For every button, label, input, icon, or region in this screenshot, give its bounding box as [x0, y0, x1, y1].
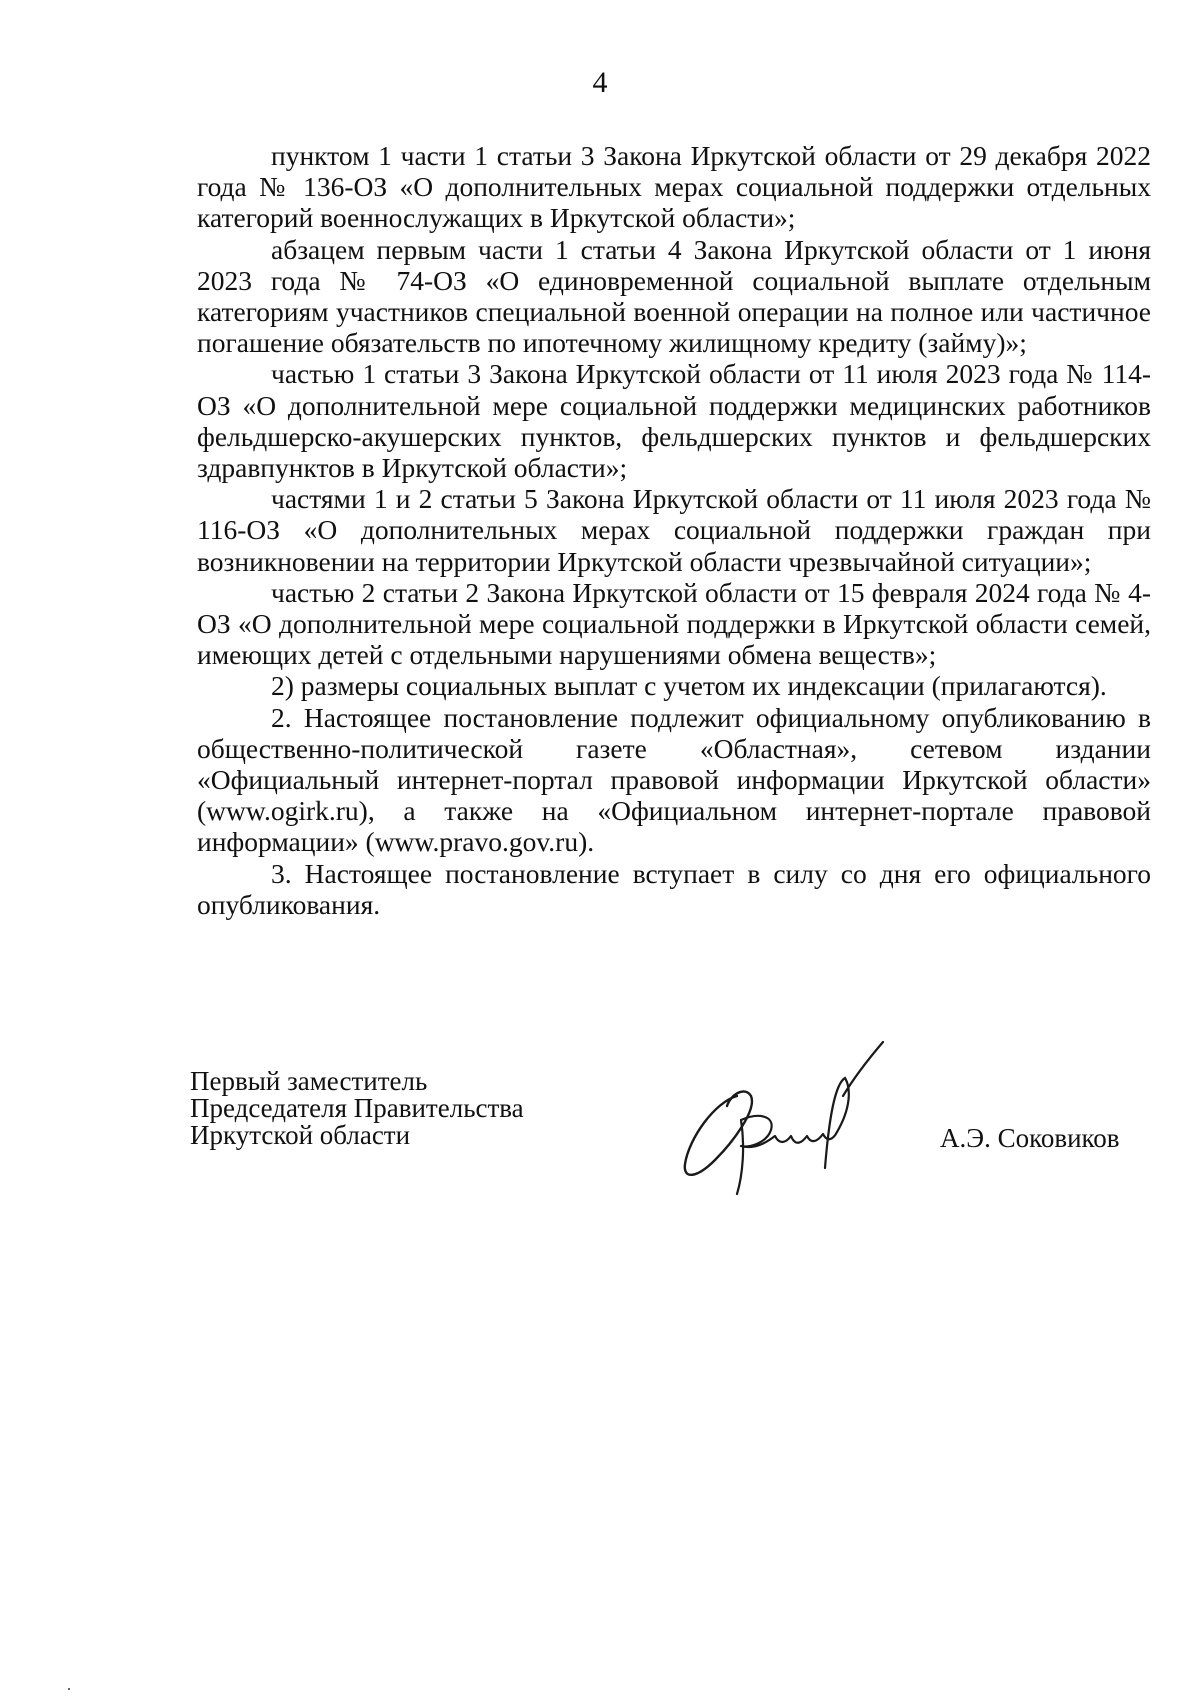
position-line: Иркутской области: [190, 1120, 411, 1150]
paragraph: пунктом 1 части 1 статьи 3 Закона Иркутской области от 29 декабря 2022 года № 136-ОЗ «О дополнительных мерах социальной поддержки отдельных категорий военнослужащих в Иркутской области»;: [197, 140, 1151, 234]
handwritten-signature: [675, 1038, 915, 1198]
scan-artifact-dot: [68, 1688, 70, 1690]
paragraph: частью 2 статьи 2 Закона Иркутской области от 15 февраля 2024 года № 4-ОЗ «О дополнительной мере социальной поддержки в Иркутской области семей, имеющих детей с отдельными нарушениями обмена веществ»;: [197, 576, 1151, 671]
paragraph: 3. Настоящее постановление вступает в силу со дня его официального опубликования.: [197, 857, 1151, 920]
signer-name: А.Э. Соковиков: [940, 1123, 1120, 1153]
paragraph: 2. Настоящее постановление подлежит официальному опубликованию в общественно-политической газете «Областная», сетевом издании «Официальный интернет-портал правовой информации Иркутской области» (www.ogirk.ru), а также на «Официальном интернет-портале правовой информации» (www.pravo.gov.ru).: [197, 701, 1151, 858]
body-text: [197, 140, 1151, 920]
position-line: Первый заместитель: [190, 1066, 428, 1096]
paragraph: абзацем первым части 1 статьи 4 Закона Иркутской области от 1 июня 2023 года № 74-ОЗ «О единовременной социальной выплате отдельным категориям участников специальной военной операции на полное или частичное погашение обязательств по ипотечному жилищному кредиту (займу)»;: [197, 233, 1151, 359]
paragraph: 2) размеры социальных выплат с учетом их индексации (прилагаются).: [271, 670, 1107, 702]
position-line: Председателя Правительства: [190, 1093, 524, 1123]
paragraph: частями 1 и 2 статьи 5 Закона Иркутской области от 11 июля 2023 года № 116-ОЗ «О дополнительных мерах социальной поддержки граждан при возникновении на территории Иркутской области чрезвычайной ситуации»;: [197, 483, 1151, 577]
paragraph: частью 1 статьи 3 Закона Иркутской области от 11 июля 2023 года № 114-ОЗ «О дополнительной мере социальной поддержки медицинских работников фельдшерско-акушерских пунктов, фельдшерских пунктов и фельдшерских здравпунктов в Иркутской области»;: [197, 358, 1151, 484]
signatory-position: [190, 1068, 524, 1149]
page-number: 4: [592, 66, 608, 99]
